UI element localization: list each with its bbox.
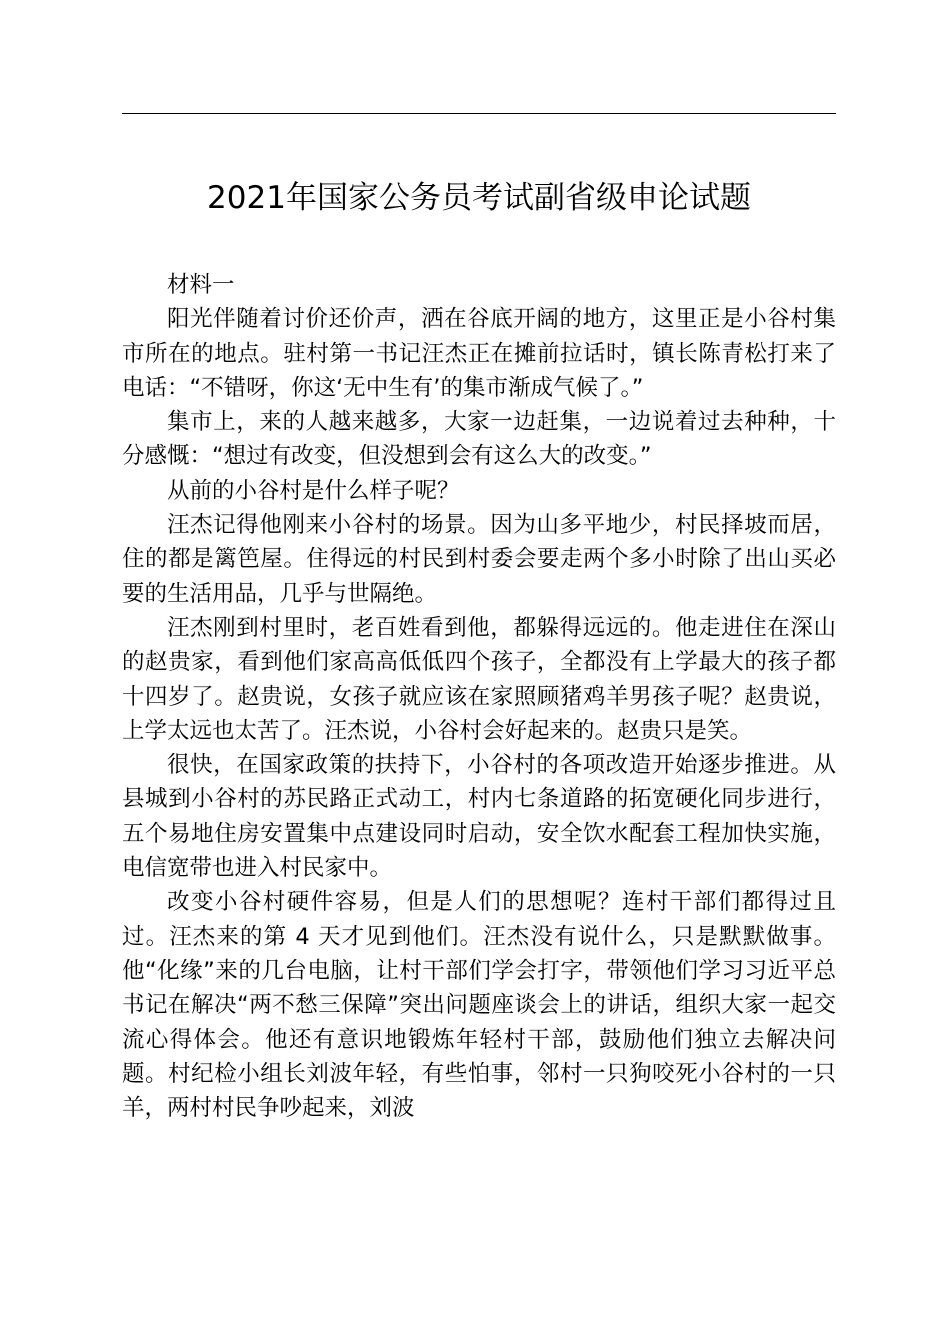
material-heading: 材料一 [167,272,235,298]
paragraph: 很快，在国家政策的扶持下，小谷村的各项改造开始逐步推进。从县城到小谷村的苏民路正式动工，村内七条道路的拓宽硬化同步进行，五个易地住房安置集中点建设同时启动，安全饮水配套工程加快实施，电信宽带也进入村民家中。 [122,752,836,882]
paragraph: 集市上，来的人越来越多，大家一边赶集，一边说着过去种种，十分感慨：“想过有改变，但没想到会有这么大的改变。” [122,409,836,470]
paragraph: 改变小谷村硬件容易，但是人们的思想呢？连村干部们都得过且过。汪杰来的第 4 天才见到他们。汪杰没有说什么，只是默默做事。他“化缘”来的几台电脑，让村干部们学会打字，带领他们学习习近平总书记在解决“两不愁三保障”突出问题座谈会上的讲话，组织大家一起交流心得体会。他还有意识地锻炼年轻村干部，鼓励他们独立去解决问题。村纪检小组长刘波年轻，有些怕事，邻村一只狗咬死小谷村的一只羊，两村村民争吵起来，刘波 [122,889,836,1122]
paragraph: 从前的小谷村是什么样子呢？ [167,477,460,504]
document-title: 2021年国家公务员考试副省级申论试题 [207,180,751,216]
header-rule [122,113,836,114]
paragraph: 阳光伴随着讨价还价声，洒在谷底开阔的地方，这里正是小谷村集市所在的地点。驻村第一书记汪杰正在摊前拉话时，镇长陈青松打来了电话：“不错呀，你这‘无中生有’的集市渐成气候了。” [122,306,836,401]
paragraph: 汪杰刚到村里时，老百姓看到他，都躲得远远的。他走进住在深山的赵贵家，看到他们家高高低低四个孩子，全都没有上学最大的孩子都十四岁了。赵贵说，女孩子就应该在家照顾猪鸡羊男孩子呢？赵贵说，上学太远也太苦了。汪杰说，小谷村会好起来的。赵贵只是笑。 [122,614,836,744]
document-body [122,268,836,1125]
paragraph: 汪杰记得他刚来小谷村的场景。因为山多平地少，村民择坡而居，住的都是篱笆屋。住得远的村民到村委会要走两个多小时除了出山买必要的生活用品，几乎与世隔绝。 [122,512,836,607]
